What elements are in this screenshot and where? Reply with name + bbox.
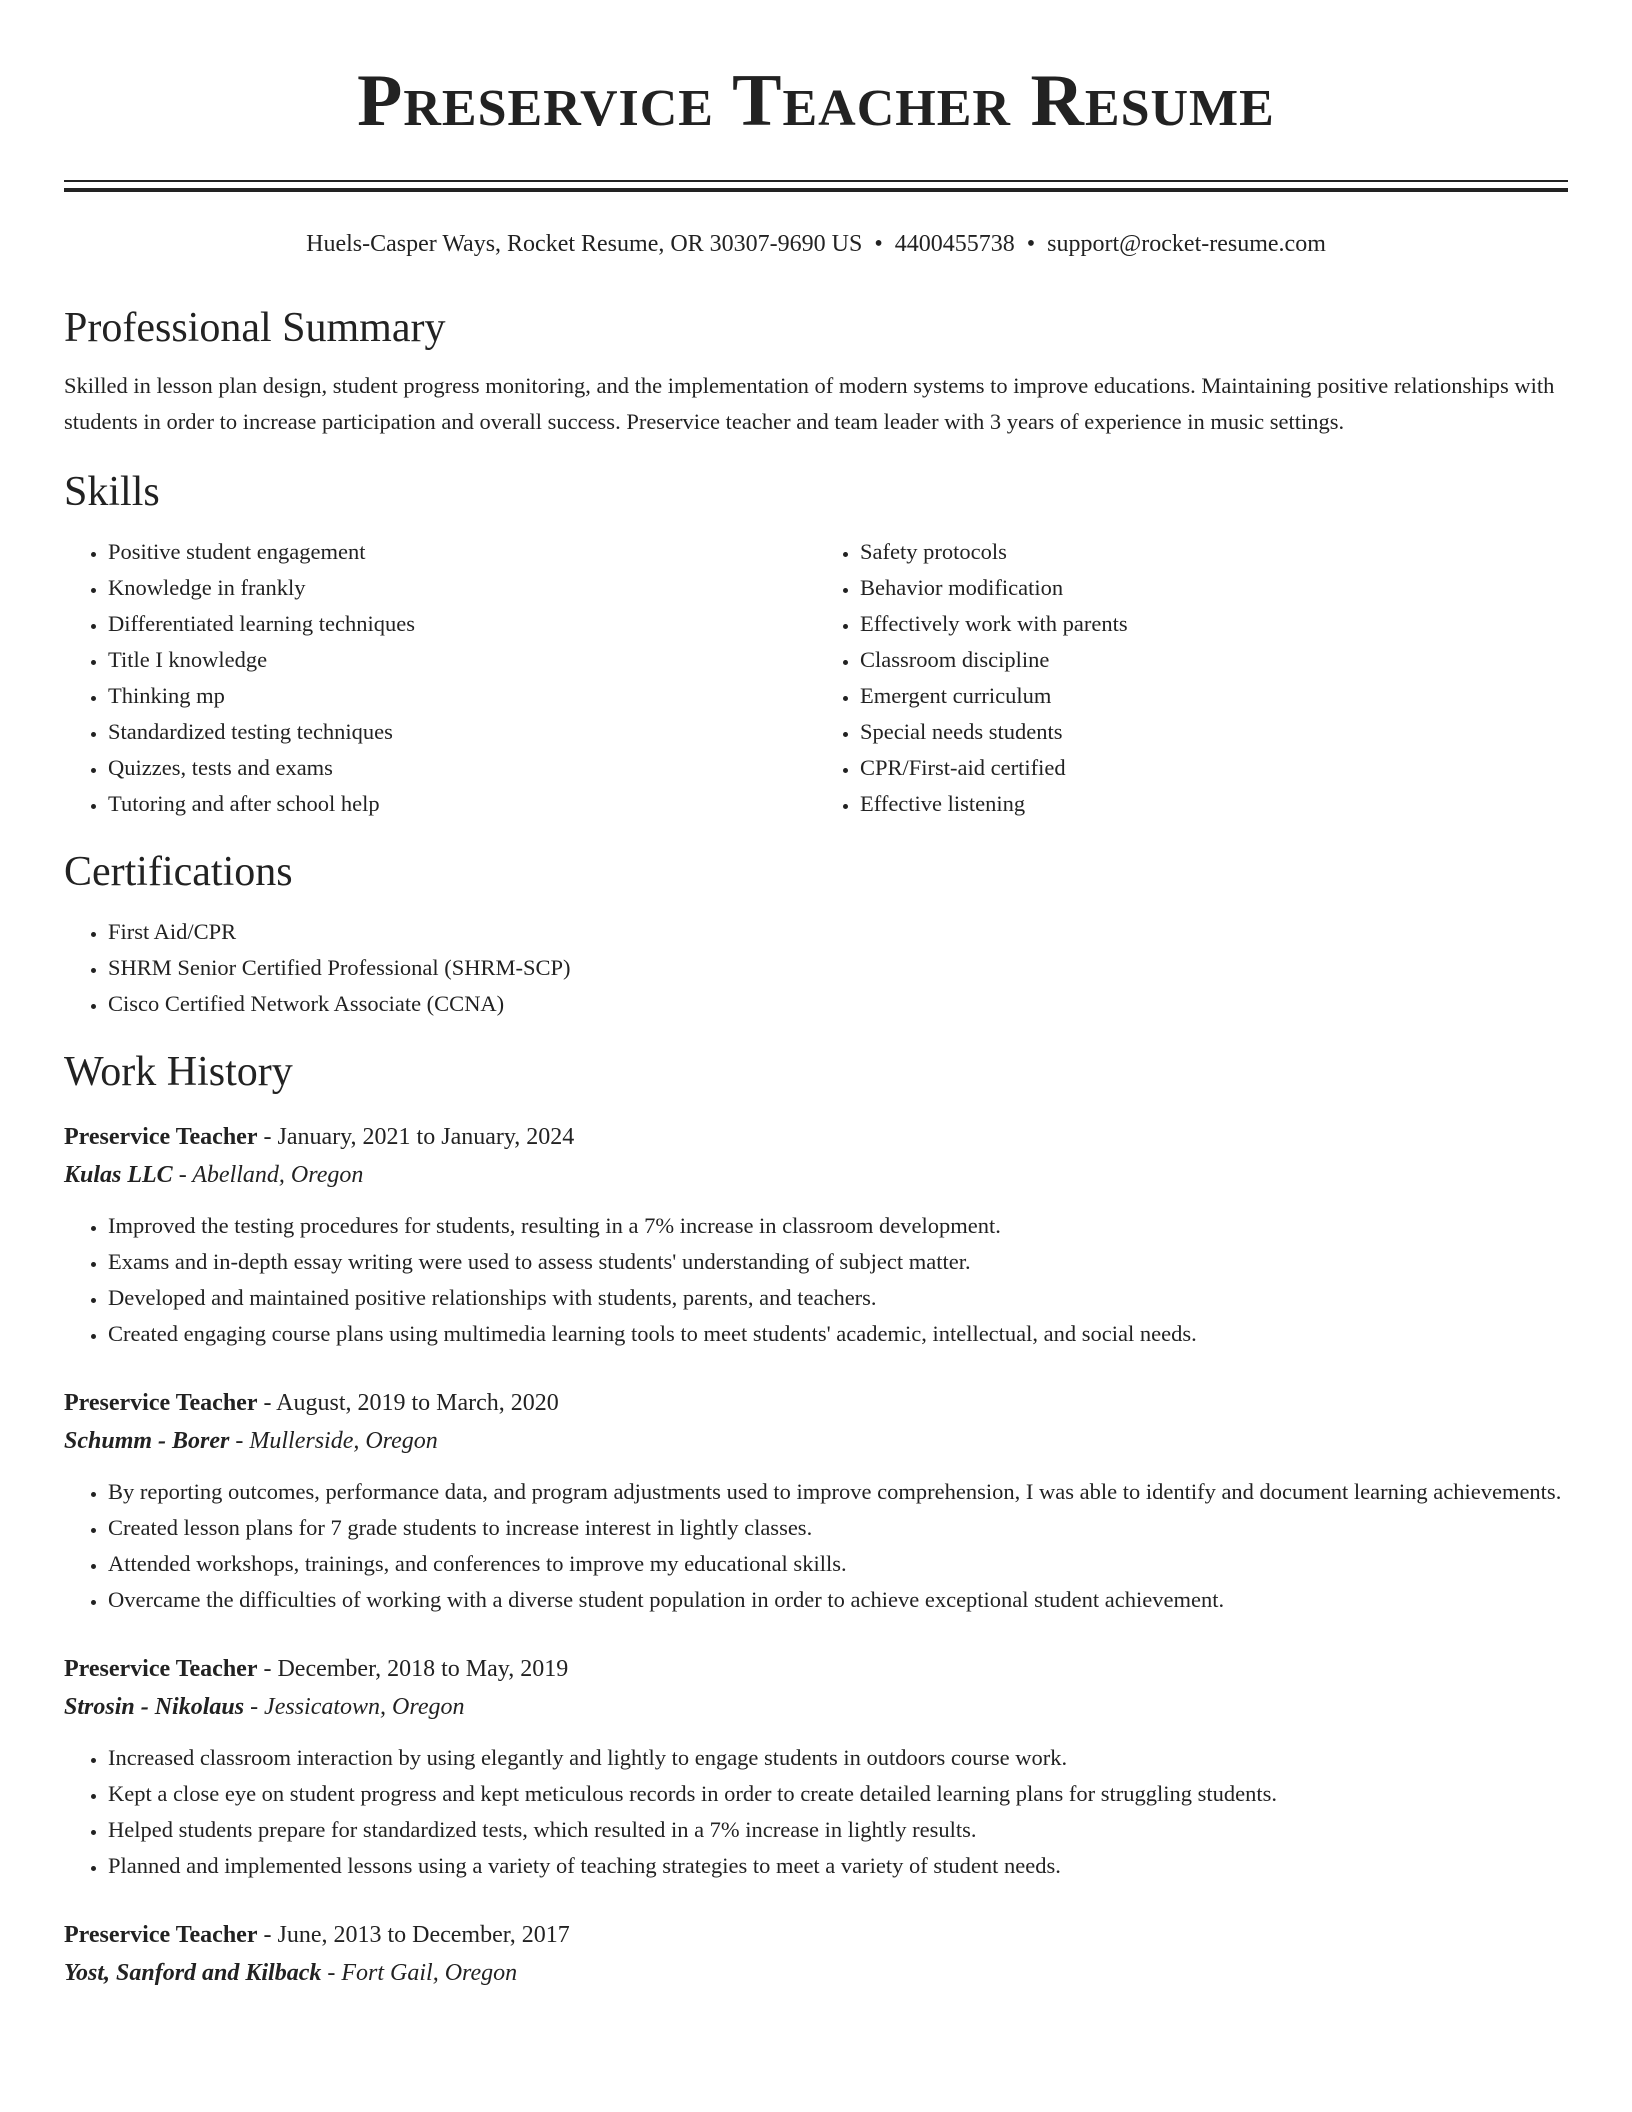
job-bullets [64, 1208, 1568, 1352]
job-title: Preservice Teacher [64, 1656, 258, 1682]
skill-item: • Effective listening [860, 786, 1568, 822]
skills-heading: Skills [64, 469, 160, 515]
job-title: Preservice Teacher [64, 1390, 258, 1416]
job-bullet: • Created engaging course plans using multimedia learning tools to meet students' academic, intellectual, and social needs. [108, 1316, 1568, 1352]
certification-item: • Cisco Certified Network Associate (CCNA) [108, 986, 1568, 1022]
job-company-line [64, 1954, 1568, 1992]
skill-item: • Special needs students [860, 714, 1568, 750]
job-bullet: • Overcame the difficulties of working with a diverse student population in order to achieve exceptional student achievement. [108, 1582, 1568, 1618]
job-location: - Jessicatown, Oregon [244, 1694, 465, 1720]
skills-grid [64, 534, 1568, 822]
job-company: Strosin - Nikolaus [64, 1694, 245, 1720]
skill-item: • Tutoring and after school help [108, 786, 816, 822]
job-dates: - January, 2021 to January, 2024 [257, 1124, 575, 1150]
job-bullet: • Improved the testing procedures for students, resulting in a 7% increase in classroom development. [108, 1208, 1568, 1244]
job-bullet: • Created lesson plans for 7 grade students to increase interest in lightly classes. [108, 1510, 1568, 1546]
skills-list-left [64, 534, 816, 822]
job-company-line [64, 1422, 1568, 1460]
contact-separator: • [1026, 231, 1036, 257]
certifications-section [64, 846, 1568, 1022]
job-company-line [64, 1156, 1568, 1194]
skill-item: • Differentiated learning techniques [108, 606, 816, 642]
job-bullet: • Developed and maintained positive relationships with students, parents, and teachers. [108, 1280, 1568, 1316]
job-bullets [64, 1740, 1568, 1884]
contact-separator: • [874, 231, 883, 257]
certification-item: • SHRM Senior Certified Professional (SHRM-SCP) [108, 950, 1568, 986]
contact-email: support@rocket-resume.com [1047, 231, 1326, 257]
job-bullet: • Increased classroom interaction by using elegantly and lightly to engage students in outdoors course work. [108, 1740, 1568, 1776]
job-bullet: • Exams and in-depth essay writing were used to assess students' understanding of subject matter. [108, 1244, 1568, 1280]
job-entry [64, 1916, 1568, 1992]
summary-section [64, 302, 1568, 440]
skill-item: • Thinking mp [108, 678, 816, 714]
job-location: - Mullerside, Oregon [229, 1428, 438, 1454]
contact-line [64, 228, 1568, 260]
skill-item: • Safety protocols [860, 534, 1568, 570]
summary-heading: Professional Summary [64, 305, 446, 351]
job-dates: - June, 2013 to December, 2017 [257, 1922, 570, 1948]
job-title-line [64, 1118, 1568, 1156]
job-title-line [64, 1384, 1568, 1422]
skill-item: • Behavior modification [860, 570, 1568, 606]
job-location: - Abelland, Oregon [172, 1162, 364, 1188]
skill-item: • Standardized testing techniques [108, 714, 816, 750]
job-bullet: • By reporting outcomes, performance data, and program adjustments used to improve comprehension, I was able to identify and document learning achievements. [108, 1474, 1568, 1510]
job-entry [64, 1384, 1568, 1618]
job-bullet: • Planned and implemented lessons using a variety of teaching strategies to meet a variety of student needs. [108, 1848, 1568, 1884]
job-company-line [64, 1688, 1568, 1726]
title-divider-thick [64, 188, 1568, 192]
skill-item: • Effectively work with parents [860, 606, 1568, 642]
skill-item: • Emergent curriculum [860, 678, 1568, 714]
job-title: Preservice Teacher [64, 1124, 258, 1150]
skill-item: • Classroom discipline [860, 642, 1568, 678]
certification-item: • First Aid/CPR [108, 914, 1568, 950]
job-title-line [64, 1650, 1568, 1688]
job-entry [64, 1650, 1568, 1884]
job-bullet: • Kept a close eye on student progress and kept meticulous records in order to create detailed learning plans for struggling students. [108, 1776, 1568, 1812]
job-entry [64, 1118, 1568, 1352]
skill-item: • Quizzes, tests and exams [108, 750, 816, 786]
job-company: Yost, Sanford and Kilback [64, 1960, 322, 1986]
job-location: - Fort Gail, Oregon [321, 1960, 518, 1986]
certifications-heading: Certifications [64, 849, 293, 895]
job-title-line [64, 1916, 1568, 1954]
summary-text: Skilled in lesson plan design, student progress monitoring, and the implementation of modern systems to improve educations. Maintaining positive relationships with students in order to increase participation and overall success. Preservice teacher and team leader with 3 years of experience in music settings. [64, 373, 1555, 434]
skills-section [64, 466, 1568, 822]
work-history-heading: Work History [64, 1049, 293, 1095]
skill-item: • CPR/First-aid certified [860, 750, 1568, 786]
job-title: Preservice Teacher [64, 1922, 258, 1948]
skill-item: • Knowledge in frankly [108, 570, 816, 606]
job-company: Kulas LLC [64, 1162, 173, 1188]
job-dates: - August, 2019 to March, 2020 [257, 1390, 559, 1416]
skill-item: • Positive student engagement [108, 534, 816, 570]
contact-phone: 4400455738 [894, 231, 1015, 257]
job-company: Schumm - Borer [64, 1428, 230, 1454]
skills-list-right [816, 534, 1568, 822]
work-history-section [64, 1046, 1568, 1992]
job-bullets [64, 1474, 1568, 1618]
title-divider-thin [64, 180, 1568, 182]
certifications-list [64, 914, 1568, 1022]
skill-item: • Title I knowledge [108, 642, 816, 678]
contact-address: Huels-Casper Ways, Rocket Resume, OR 30307-9690 US [306, 231, 863, 257]
job-dates: - December, 2018 to May, 2019 [257, 1656, 569, 1682]
job-bullet: • Attended workshops, trainings, and conferences to improve my educational skills. [108, 1546, 1568, 1582]
resume-title: Preservice Teacher Resume [357, 60, 1275, 142]
job-bullet: • Helped students prepare for standardized tests, which resulted in a 7% increase in lightly results. [108, 1812, 1568, 1848]
